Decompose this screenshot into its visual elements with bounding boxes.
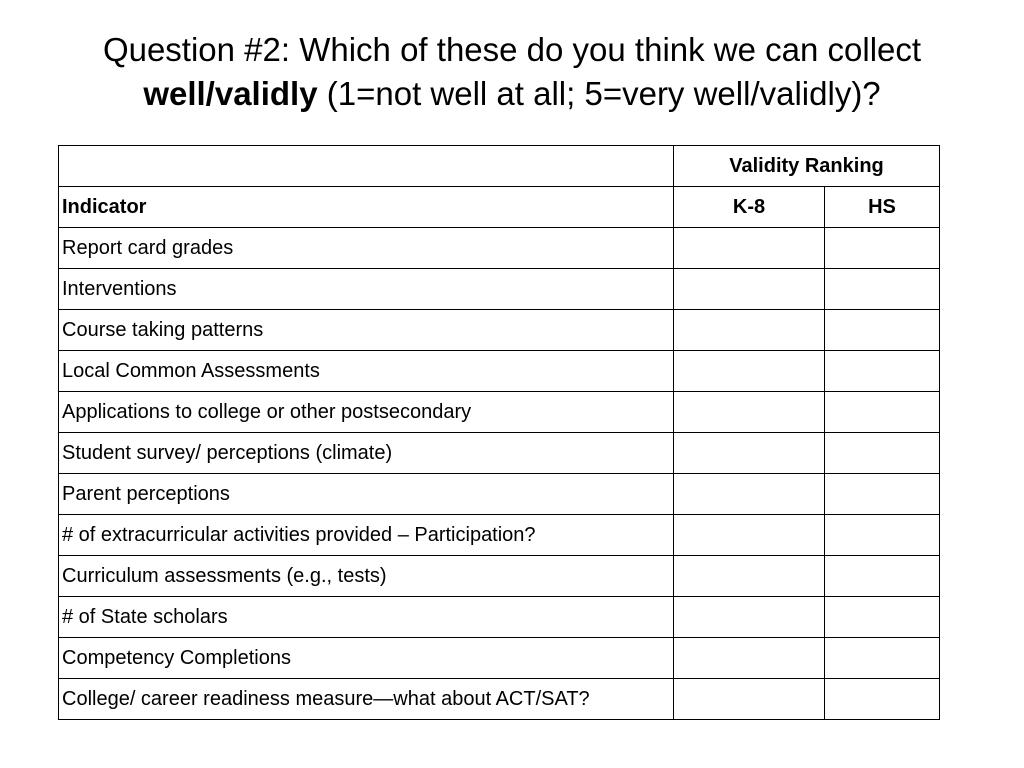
hs-rating-cell <box>825 638 940 679</box>
table-row <box>59 474 940 515</box>
hs-rating-cell <box>825 597 940 638</box>
title-scale-note: (1=not well at all; 5=very well/validly)? <box>317 75 881 112</box>
indicator-header: Indicator <box>59 187 674 228</box>
indicator-table <box>58 145 940 720</box>
k8-rating-cell <box>674 597 825 638</box>
k8-rating-cell <box>674 310 825 351</box>
indicator-cell: Local Common Assessments <box>59 351 674 392</box>
hs-rating-cell <box>825 351 940 392</box>
k8-rating-cell <box>674 228 825 269</box>
table-row <box>59 392 940 433</box>
hs-rating-cell <box>825 679 940 720</box>
indicator-cell: # of State scholars <box>59 597 674 638</box>
slide-title <box>20 28 1004 116</box>
table-group-header-row <box>59 146 940 187</box>
indicator-cell: Applications to college or other postsecondary <box>59 392 674 433</box>
indicator-cell: Report card grades <box>59 228 674 269</box>
title-emphasis: well/validly <box>143 75 318 112</box>
validity-ranking-header: Validity Ranking <box>674 146 940 187</box>
table-row <box>59 556 940 597</box>
indicator-cell: Parent perceptions <box>59 474 674 515</box>
table-row <box>59 310 940 351</box>
hs-rating-cell <box>825 310 940 351</box>
table-row <box>59 433 940 474</box>
k8-rating-cell <box>674 679 825 720</box>
indicator-cell: Student survey/ perceptions (climate) <box>59 433 674 474</box>
k8-rating-cell <box>674 556 825 597</box>
table-row <box>59 597 940 638</box>
indicator-cell: Competency Completions <box>59 638 674 679</box>
k8-rating-cell <box>674 433 825 474</box>
table-column-header-row <box>59 187 940 228</box>
table-row <box>59 351 940 392</box>
hs-rating-cell <box>825 433 940 474</box>
title-line-1: Question #2: Which of these do you think we can collect <box>102 31 922 68</box>
table-row <box>59 228 940 269</box>
k8-rating-cell <box>674 351 825 392</box>
indicator-cell: College/ career readiness measure—what about ACT/SAT? <box>59 679 674 720</box>
k8-rating-cell <box>674 474 825 515</box>
title-line-2 <box>20 72 1004 116</box>
hs-rating-cell <box>825 515 940 556</box>
table-row <box>59 679 940 720</box>
k8-rating-cell <box>674 392 825 433</box>
indicator-cell: Course taking patterns <box>59 310 674 351</box>
indicator-cell: Curriculum assessments (e.g., tests) <box>59 556 674 597</box>
k8-rating-cell <box>674 515 825 556</box>
indicator-cell: Interventions <box>59 269 674 310</box>
table-row <box>59 638 940 679</box>
k8-rating-cell <box>674 269 825 310</box>
hs-rating-cell <box>825 228 940 269</box>
k8-rating-cell <box>674 638 825 679</box>
hs-header: HS <box>825 187 940 228</box>
hs-rating-cell <box>825 474 940 515</box>
table-row <box>59 515 940 556</box>
indicator-cell: # of extracurricular activities provided – Participation? <box>59 515 674 556</box>
hs-rating-cell <box>825 269 940 310</box>
hs-rating-cell <box>825 392 940 433</box>
blank-header-cell <box>59 146 674 187</box>
k8-header: K-8 <box>674 187 825 228</box>
table-row <box>59 269 940 310</box>
hs-rating-cell <box>825 556 940 597</box>
